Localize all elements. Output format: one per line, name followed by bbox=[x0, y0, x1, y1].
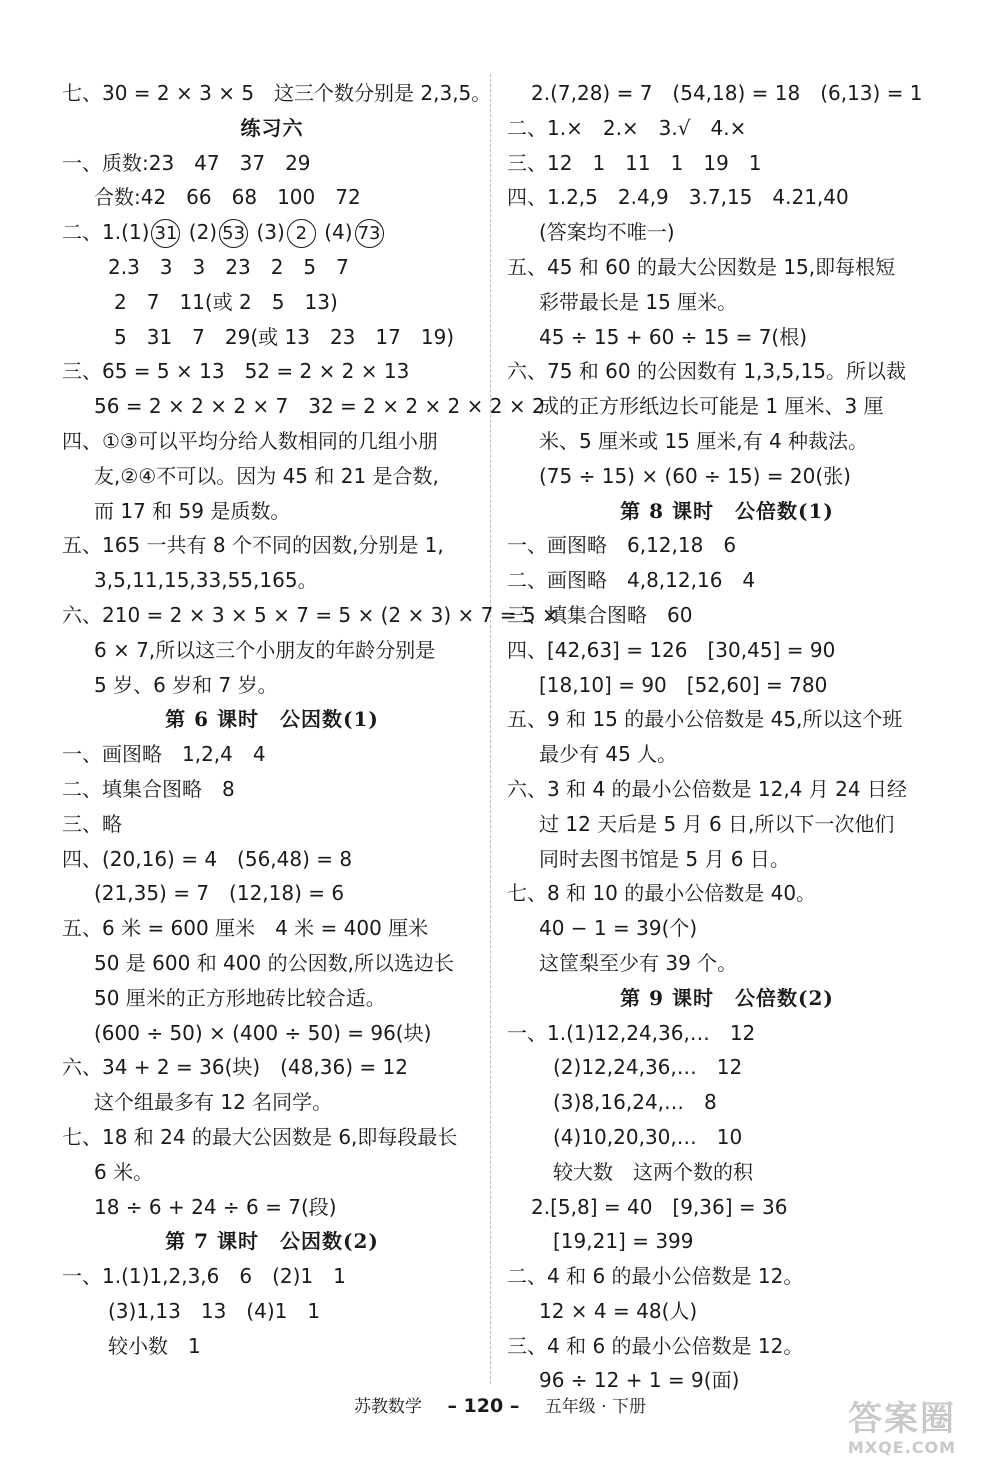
right-column bbox=[507, 76, 947, 1398]
answer-line: 四、①③可以平均分给人数相同的几组小朋 bbox=[62, 428, 438, 453]
answer-line: 一、画图略 6,12,18 6 bbox=[507, 533, 737, 558]
section-heading: 第 6 课时 公因数(1) bbox=[165, 707, 379, 732]
answer-line: 四、(20,16) = 4 (56,48) = 8 bbox=[62, 846, 353, 871]
section-heading: 第 8 课时 公倍数(1) bbox=[620, 498, 834, 523]
answer-line: 五、9 和 15 的最小公倍数是 45,所以这个班 bbox=[507, 707, 903, 732]
answer-line: 45 ÷ 15 + 60 ÷ 15 = 7(根) bbox=[539, 324, 808, 349]
circled-number: 53 bbox=[219, 219, 248, 248]
answer-line: 七、18 和 24 的最大公因数是 6,即每段最长 bbox=[62, 1124, 458, 1149]
circled-number: 31 bbox=[151, 219, 180, 248]
answer-line: 过 12 天后是 5 月 6 日,所以下一次他们 bbox=[539, 811, 895, 836]
answer-line: 三、填集合图略 60 bbox=[507, 602, 693, 627]
footer-subject: 苏教数学 bbox=[354, 1397, 423, 1417]
answer-line: 6 米。 bbox=[94, 1159, 154, 1184]
watermark-url: MXQE.COM bbox=[847, 1438, 957, 1457]
answer-line: 最少有 45 人。 bbox=[539, 742, 678, 767]
answer-line: 六、75 和 60 的公因数有 1,3,5,15。所以裁 bbox=[507, 359, 907, 384]
footer-grade: 五年级 · 下册 bbox=[544, 1397, 646, 1417]
answer-line: [18,10] = 90 [52,60] = 780 bbox=[539, 672, 828, 697]
answer-line: 而 17 和 59 是质数。 bbox=[94, 498, 291, 523]
answer-line: 七、30 = 2 × 3 × 5 这三个数分别是 2,3,5。 bbox=[62, 81, 492, 105]
answer-line: 6 × 7,所以这三个小朋友的年龄分别是 bbox=[94, 637, 436, 662]
answer-line: 七、8 和 10 的最小公倍数是 40。 bbox=[507, 881, 817, 906]
answer-line: 米、5 厘米或 15 厘米,有 4 种裁法。 bbox=[539, 428, 869, 453]
answer-line: 五、165 一共有 8 个不同的因数,分别是 1, bbox=[62, 533, 444, 558]
answer-text: (3) bbox=[256, 220, 285, 245]
circled-number: 2 bbox=[287, 219, 316, 248]
answer-line: 12 × 4 = 48(人) bbox=[539, 1298, 698, 1323]
answer-line: (75 ÷ 15) × (60 ÷ 15) = 20(张) bbox=[539, 463, 851, 488]
answer-line: 这筐梨至少有 39 个。 bbox=[539, 950, 738, 975]
answer-line: 较小数 1 bbox=[108, 1333, 201, 1358]
answer-line: 彩带最长是 15 厘米。 bbox=[539, 289, 738, 314]
section-heading: 第 9 课时 公倍数(2) bbox=[620, 985, 834, 1010]
answer-line: 六、34 + 2 = 36(块) (48,36) = 12 bbox=[62, 1055, 408, 1080]
answer-line: 友,②④不可以。因为 45 和 21 是合数, bbox=[94, 463, 439, 488]
answer-line: 40 − 1 = 39(个) bbox=[539, 916, 698, 941]
answer-line: 成的正方形纸边长可能是 1 厘米、3 厘 bbox=[539, 394, 884, 419]
circled-number: 73 bbox=[355, 219, 384, 248]
answer-line: (3)1,13 13 (4)1 1 bbox=[108, 1298, 321, 1323]
answer-line: 2.(7,28) = 7 (54,18) = 18 (6,13) = 1 bbox=[531, 81, 923, 105]
left-column bbox=[62, 76, 559, 1363]
answer-text: 二、1.(1) bbox=[62, 220, 150, 245]
answer-line: 一、1.(1)1,2,3,6 6 (2)1 1 bbox=[62, 1264, 346, 1289]
answer-line: 四、1.2,5 2.4,9 3.7,15 4.21,40 bbox=[507, 185, 849, 210]
answer-line-circled bbox=[62, 215, 482, 250]
answer-line: 六、3 和 4 的最小公倍数是 12,4 月 24 日经 bbox=[507, 776, 907, 801]
answer-line: 三、12 1 11 1 19 1 bbox=[507, 150, 762, 175]
answer-line: 三、4 和 6 的最小公倍数是 12。 bbox=[507, 1333, 804, 1358]
answer-line: 合数:42 66 68 100 72 bbox=[94, 185, 361, 210]
answer-line: [19,21] = 399 bbox=[553, 1229, 694, 1254]
column-divider bbox=[490, 74, 491, 1384]
answer-line: 较大数 这两个数的积 bbox=[553, 1159, 753, 1184]
answer-line: 50 是 600 和 400 的公因数,所以选边长 bbox=[94, 950, 454, 975]
watermark-text: 答案圈 bbox=[848, 1399, 956, 1439]
answer-line: (600 ÷ 50) × (400 ÷ 50) = 96(块) bbox=[94, 1020, 432, 1045]
answer-line: 同时去图书馆是 5 月 6 日。 bbox=[539, 846, 790, 871]
answer-line: 这个组最多有 12 名同学。 bbox=[94, 1090, 333, 1115]
answer-line: 六、210 = 2 × 3 × 5 × 7 = 5 × (2 × 3) × 7 = 5 × bbox=[62, 602, 559, 627]
answer-line: 18 ÷ 6 + 24 ÷ 6 = 7(段) bbox=[94, 1194, 337, 1219]
answer-line: 56 = 2 × 2 × 2 × 7 32 = 2 × 2 × 2 × 2 × 2 bbox=[94, 394, 545, 419]
answer-line: 5 岁、6 岁和 7 岁。 bbox=[94, 672, 278, 697]
answer-line: 2 7 11(或 2 5 13) bbox=[114, 289, 338, 314]
answer-line: 2.[5,8] = 40 [9,36] = 36 bbox=[531, 1194, 788, 1219]
answer-line: 三、略 bbox=[62, 811, 122, 836]
answer-line: 一、质数:23 47 37 29 bbox=[62, 150, 311, 175]
answer-line: 二、1.× 2.× 3.√ 4.× bbox=[507, 115, 747, 140]
answer-line: (4)10,20,30,… 10 bbox=[553, 1124, 743, 1149]
answer-line: (3)8,16,24,… 8 bbox=[553, 1090, 717, 1115]
watermark-logo bbox=[822, 1400, 982, 1464]
answer-line: 96 ÷ 12 + 1 = 9(面) bbox=[539, 1368, 740, 1393]
answer-line: 三、65 = 5 × 13 52 = 2 × 2 × 13 bbox=[62, 359, 410, 384]
section-heading: 第 7 课时 公因数(2) bbox=[165, 1229, 379, 1254]
answer-line: 五、6 米 = 600 厘米 4 米 = 400 厘米 bbox=[62, 916, 429, 941]
answer-line: 一、画图略 1,2,4 4 bbox=[62, 742, 266, 767]
answer-line: 二、4 和 6 的最小公倍数是 12。 bbox=[507, 1264, 804, 1289]
answer-line: 二、填集合图略 8 bbox=[62, 776, 235, 801]
answer-line: 3,5,11,15,33,55,165。 bbox=[94, 568, 318, 593]
answer-line: 50 厘米的正方形地砖比较合适。 bbox=[94, 985, 386, 1010]
page-number: – 120 – bbox=[447, 1395, 520, 1417]
answer-line: 二、画图略 4,8,12,16 4 bbox=[507, 568, 756, 593]
answer-line: 四、[42,63] = 126 [30,45] = 90 bbox=[507, 637, 836, 662]
answer-line: 一、1.(1)12,24,36,… 12 bbox=[507, 1020, 756, 1045]
section-heading: 练习六 bbox=[240, 115, 304, 140]
answer-text: (2) bbox=[188, 220, 218, 245]
answer-line: 5 31 7 29(或 13 23 17 19) bbox=[114, 324, 455, 349]
answer-line: (21,35) = 7 (12,18) = 6 bbox=[94, 881, 345, 906]
answer-line: (2)12,24,36,… 12 bbox=[553, 1055, 743, 1080]
answer-line: 五、45 和 60 的最大公因数是 15,即每根短 bbox=[507, 254, 896, 279]
answer-line: 2.3 3 3 23 2 5 7 bbox=[108, 254, 349, 279]
answer-line: (答案均不唯一) bbox=[539, 220, 675, 245]
answer-text: (4) bbox=[324, 220, 353, 245]
